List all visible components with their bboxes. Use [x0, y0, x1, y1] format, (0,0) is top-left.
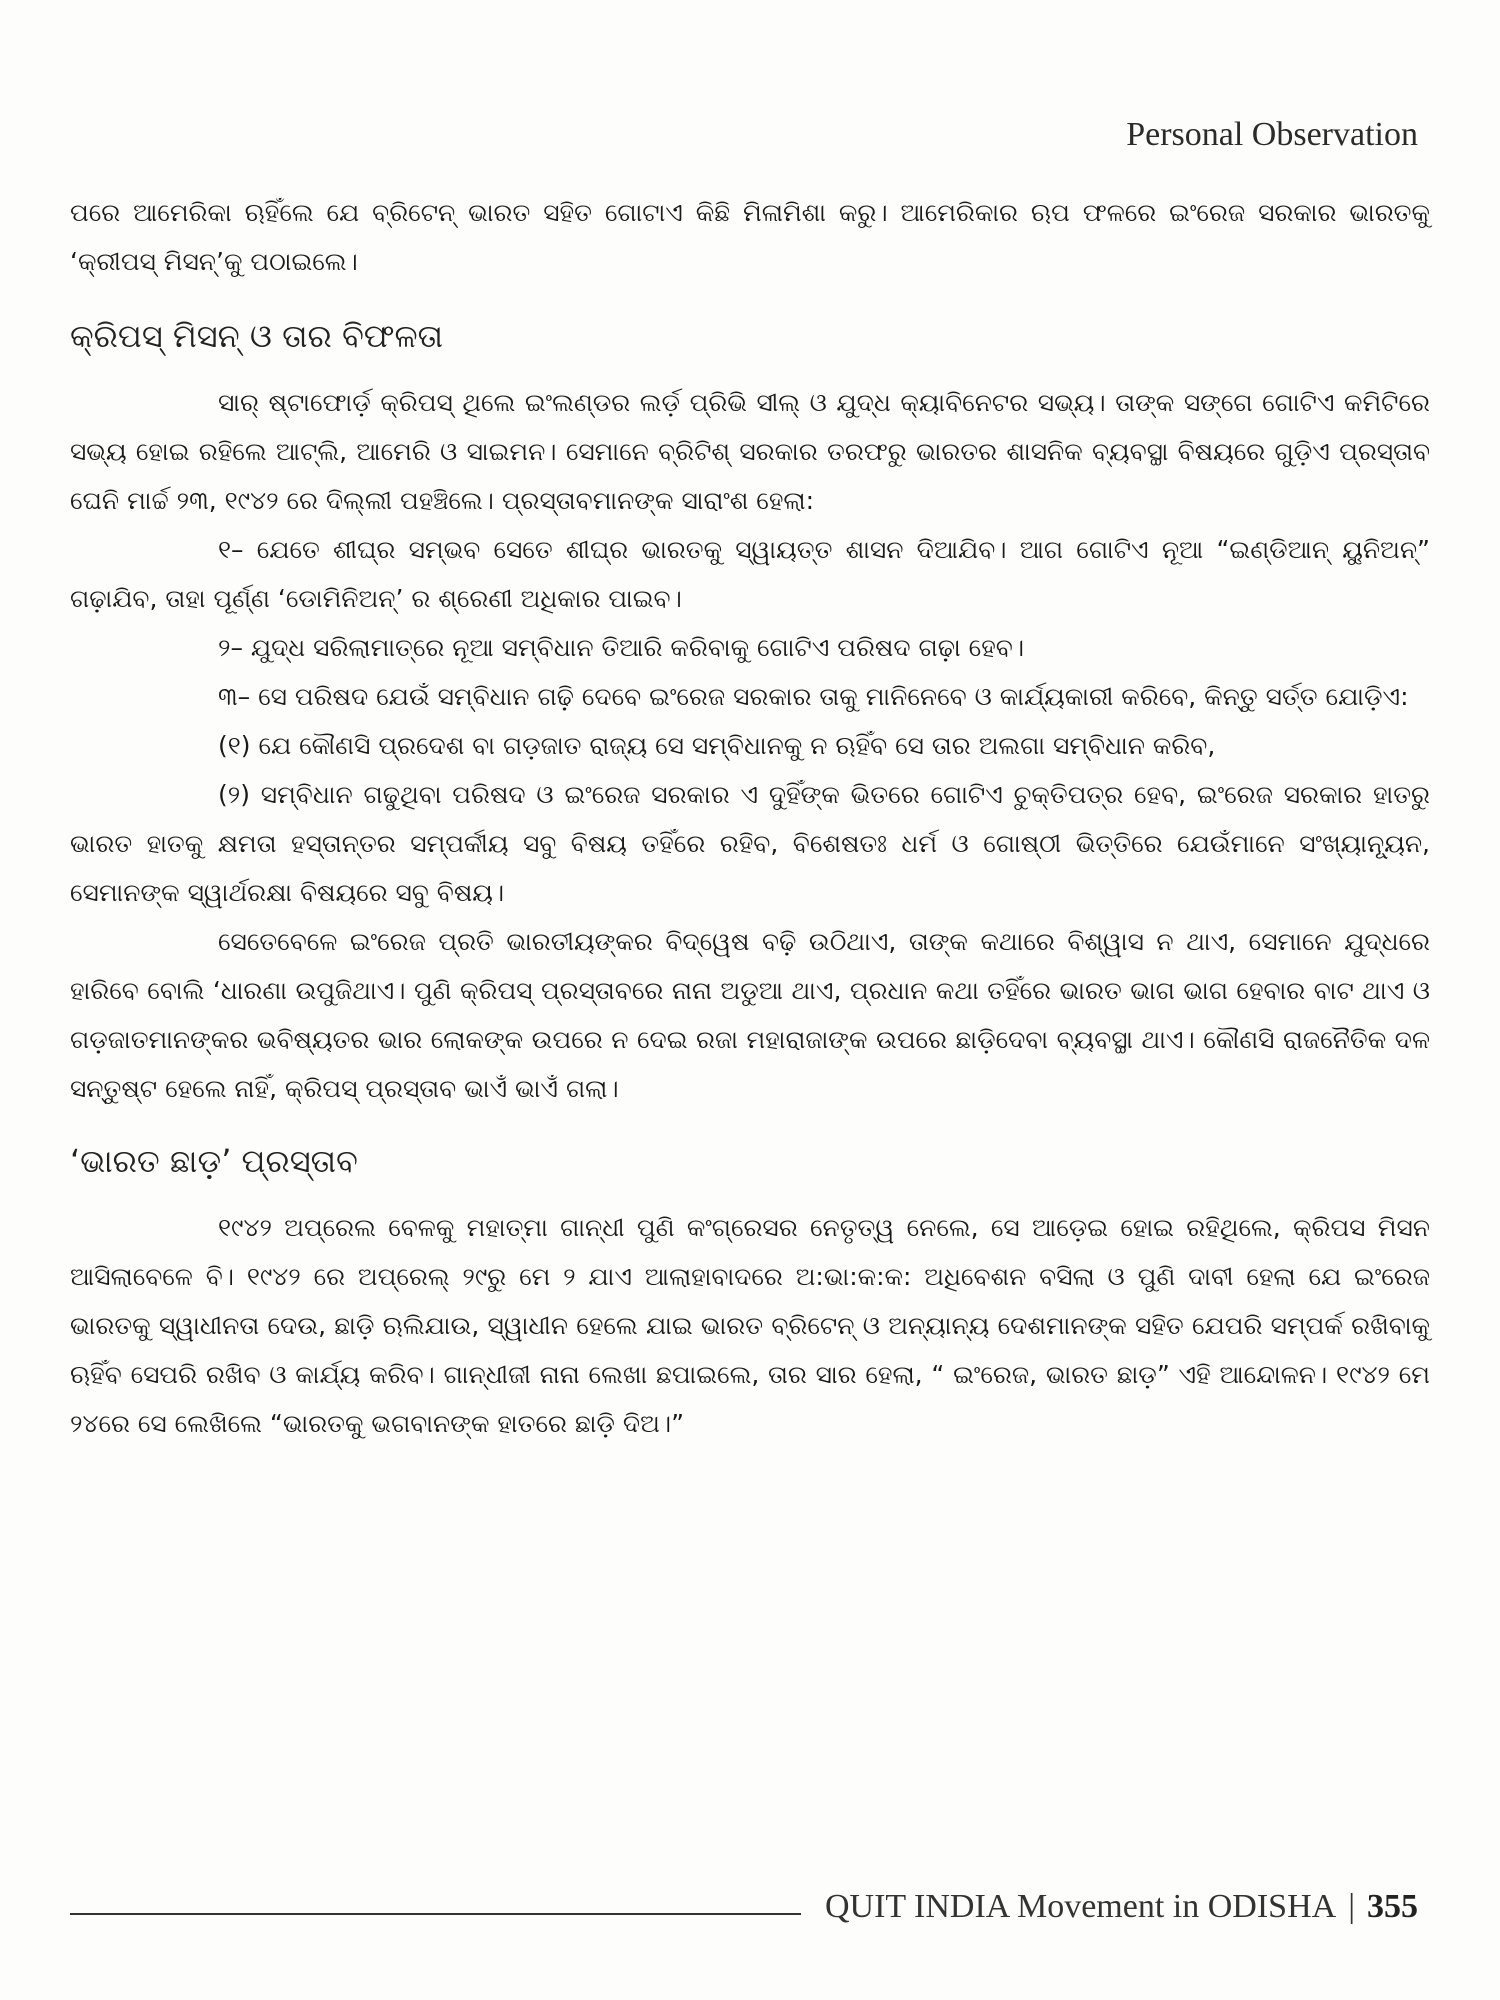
page-body — [70, 188, 1430, 1448]
footer-rule — [70, 1913, 801, 1915]
section-heading-cripps-mission: କ୍ରିପସ୍ ମିସନ୍ ଓ ତାର ବିଫଳତା — [70, 317, 444, 355]
paragraph: ୧୯୪୨ ଅପ୍ରେଲ ବେଳକୁ ମହାତ୍ମା ଗାନ୍ଧୀ ପୁଣି କଂଗ୍ରେସର ନେତୃତ୍ୱ ନେଲେ, ସେ ଆଡ଼େଇ ହୋଇ ରହିଥିଲେ, କ୍ରିପସ ମିସନ ଆସିଲାବେଳେ ବି। ୧୯୪୨ ରେ ଅପ୍ରେଲ୍ ୨୯ରୁ ମେ ୨ ଯାଏ ଆଲାହାବାଦରେ ଅ:ଭା:କ:କ: ଅଧିବେଶନ ବସିଲା ଓ ପୁଣି ଦାବୀ ହେଲା ଯେ ଇଂରେଜ ଭାରତକୁ ସ୍ୱାଧୀନତା ଦେଉ, ଛାଡ଼ି ଋଲିଯାଉ, ସ୍ୱାଧୀନ ହେଲେ ଯାଇ ଭାରତ ବ୍ରିଟେନ୍ ଓ ଅନ୍ୟାନ୍ୟ ଦେଶମାନଙ୍କ ସହିତ ଯେପରି ସମ୍ପର୍କ ରଖିବାକୁ ଋହିଁବ ସେପରି ରଖିବ ଓ କାର୍ଯ୍ୟ କରିବ। ଗାନ୍ଧୀଜୀ ନାନା ଲେଖା ଛପାଇଲେ, ତାର ସାର ହେଲା, “ ଇଂରେଜ, ଭାରତ ଛାଡ଼” ଏହି ଆନ୍ଦୋଳନ। ୧୯୪୨ ମେ ୨୪ରେ ସେ ଲେଖିଲେ “ଭାରତକୁ ଭଗବାନଙ୍କ ହାତରେ ଛାଡ଼ି ଦିଅ।” — [70, 1213, 1430, 1438]
page-footer — [70, 1882, 1418, 1932]
paragraph: ସେତେବେଳେ ଇଂରେଜ ପ୍ରତି ଭାରତୀୟଙ୍କର ବିଦ୍ୱେଷ ବଢ଼ି ଉଠିଥାଏ, ତାଙ୍କ କଥାରେ ବିଶ୍ୱାସ ନ ଥାଏ, ସେମାନେ ଯୁଦ୍ଧରେ ହାରିବେ ବୋଲି ‘ଧାରଣା ଉପୁଜିଥାଏ। ପୁଣି କ୍ରିପସ୍ ପ୍ରସ୍ତାବରେ ନାନା ଅଡୁଆ ଥାଏ, ପ୍ରଧାନ କଥା ତହିଁରେ ଭାରତ ଭାଗ ଭାଗ ହେବାର ବାଟ ଥାଏ ଓ ଗଡ଼ଜାତମାନଙ୍କର ଭବିଷ୍ୟତର ଭାର ଲୋକଙ୍କ ଉପରେ ନ ଦେଇ ରଜା ମହାରାଜାଙ୍କ ଉପରେ ଛାଡ଼ିଦେବା ବ୍ୟବସ୍ଥା ଥାଏ। କୌଣସି ରାଜନୈତିକ ଦଳ ସନ୍ତୁଷ୍ଟ ହେଲେ ନାହିଁ, କ୍ରିପସ୍ ପ୍ରସ୍ତାବ ଭାଏଁ ଭାଏଁ ଗଲା। — [70, 927, 1430, 1103]
paragraph: ସାର୍ ଷ୍ଟାଫୋର୍ଡ଼ କ୍ରିପସ୍ ଥିଲେ ଇଂଲଣ୍ଡର ଲର୍ଡ଼ ପ୍ରିଭି ସୀଲ୍ ଓ ଯୁଦ୍ଧ କ୍ୟାବିନେଟର ସଭ୍ୟ। ତାଙ୍କ ସଙ୍ଗେ ଗୋଟିଏ କମିଟିରେ ସଭ୍ୟ ହୋଇ ରହିଲେ ଆଟ୍‌ଲି, ଆମେରି ଓ ସାଇମନ। ସେମାନେ ବ୍ରିଟିଶ୍ ସରକାର ତରଫରୁ ଭାରତର ଶାସନିକ ବ୍ୟବସ୍ଥା ବିଷୟରେ ଗୁଡ଼ିଏ ପ୍ରସ୍ତାବ ଘେନି ମାର୍ଚ୍ଚ ୨୩, ୧୯୪୨ ରେ ଦିଲ୍ଲୀ ପହଞ୍ଚିଲେ। ପ୍ରସ୍ତାବମାନଙ୍କ ସାରାଂଶ ହେଲା: — [70, 388, 1430, 515]
proposal-item-1: ୧– ଯେତେ ଶୀଘ୍ର ସମ୍ଭବ ସେତେ ଶୀଘ୍ର ଭାରତକୁ ସ୍ୱାୟତ୍ତ ଶାସନ ଦିଆଯିବ। ଆଗ ଗୋଟିଏ ନୂଆ “ଇଣ୍ଡିଆନ୍ ୟୁନିଅନ୍” ଗଢ଼ାଯିବ, ତାହା ପୂର୍ଣ୍ଣ ‘ଡୋମିନିଅନ୍’ ର ଶ୍ରେଣୀ ଅଧିକାର ପାଇବ। — [70, 535, 1430, 613]
footer-book-title: QUIT INDIA Movement in ODISHA — [824, 1888, 1337, 1925]
intro-paragraph: ପରେ ଆମେରିକା ଋହିଁଲେ ଯେ ବ୍ରିଟେନ୍ ଭାରତ ସହିତ ଗୋଟାଏ କିଛି ମିଳାମିଶା କରୁ। ଆମେରିକାର ଋପ ଫଳରେ ଇଂରେଜ ସରକାର ଭାରତକୁ ‘କ୍ରୀପସ୍ ମିସନ୍’କୁ ପଠାଇଲେ। — [70, 198, 1430, 276]
page-number: 355 — [1367, 1888, 1418, 1925]
running-header: Personal Observation — [1126, 116, 1418, 153]
condition-item-1: (୧) ଯେ କୌଣସି ପ୍ରଦେଶ ବା ଗଡ଼ଜାତ ରାଜ୍ୟ ସେ ସମ୍ବିଧାନକୁ ନ ଋହିଁବ ସେ ତାର ଅଲଗା ସମ୍ବିଧାନ କରିବ, — [218, 731, 1216, 760]
proposal-item-2: ୨– ଯୁଦ୍ଧ ସରିଲାମାତ୍ରେ ନୂଆ ସମ୍ବିଧାନ ତିଆରି କରିବାକୁ ଗୋଟିଏ ପରିଷଦ ଗଢ଼ା ହେବ। — [218, 633, 1025, 662]
proposal-item-3: ୩– ସେ ପରିଷଦ ଯେଉଁ ସମ୍ବିଧାନ ଗଢ଼ି ଦେବେ ଇଂରେଜ ସରକାର ତାକୁ ମାନିନେବେ ଓ କାର୍ଯ୍ୟକାରୀ କରିବେ, କିନ୍ତୁ ସର୍ତ୍ତ ଯୋଡ଼ିଏ: — [218, 682, 1409, 711]
condition-item-2: (୨) ସମ୍ବିଧାନ ଗଢୁଥିବା ପରିଷଦ ଓ ଇଂରେଜ ସରକାର ଏ ଦୁହିଁଙ୍କ ଭିତରେ ଗୋଟିଏ ଚୁକ୍ତିପତ୍ର ହେବ, ଇଂରେଜ ସରକାର ହାତରୁ ଭାରତ ହାତକୁ କ୍ଷମତା ହସ୍ତାନ୍ତର ସମ୍ପର୍କୀୟ ସବୁ ବିଷୟ ତହିଁରେ ରହିବ, ବିଶେଷତଃ ଧର୍ମ ଓ ଗୋଷ୍ଠୀ ଭିତ୍ତିରେ ଯେଉଁମାନେ ସଂଖ୍ୟାନ୍ୟୂନ, ସେମାନଙ୍କ ସ୍ୱାର୍ଥରକ୍ଷା ବିଷୟରେ ସବୁ ବିଷୟ। — [70, 780, 1430, 907]
footer-separator: | — [1348, 1888, 1355, 1925]
section-heading-quit-india: ‘ଭାରତ ଛାଡ଼’ ପ୍ରସ୍ତାବ — [70, 1142, 358, 1180]
